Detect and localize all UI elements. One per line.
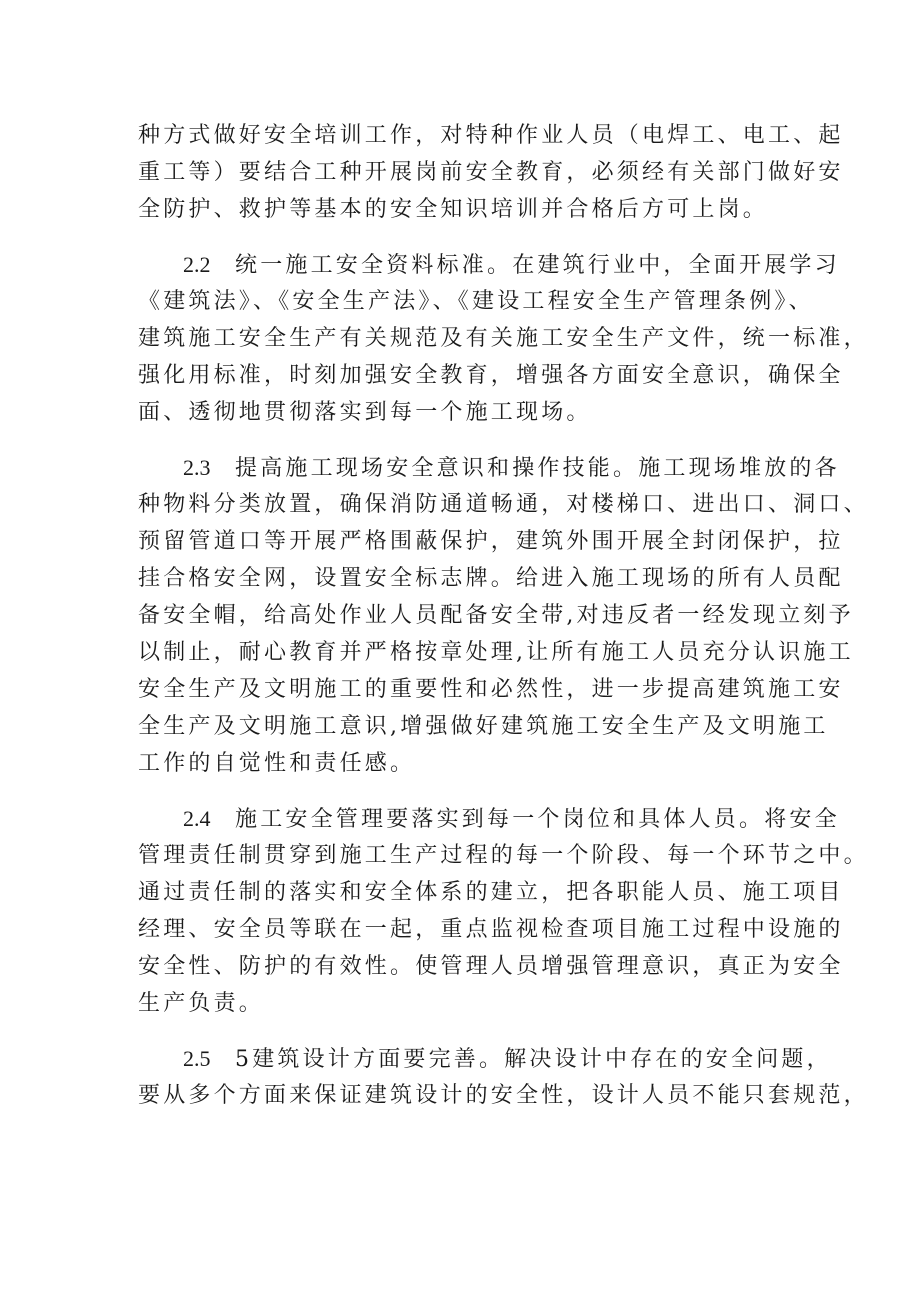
text-line: 面、透彻地贯彻落实到每一个施工现场。 bbox=[138, 400, 592, 425]
text-line: 通过责任制的落实和安全体系的建立，把各职能人员、施工项目 bbox=[138, 880, 844, 905]
text-line: 经理、安全员等联在一起，重点监视检查项目施工过程中设施的 bbox=[138, 917, 844, 942]
text-line: 种方式做好安全培训工作，对特种作业人员（电焊工、电工、起 bbox=[138, 123, 844, 148]
text-line: 安全生产及文明施工的重要性和必然性，进一步提高建筑施工安 bbox=[138, 677, 844, 702]
text-line: 管理责任制贯穿到施工生产过程的每一个阶段、每一个环节之中。 bbox=[138, 843, 869, 868]
text-line: 统一施工安全资料标准。在建筑行业中，全面开展学习 bbox=[235, 253, 840, 278]
text-line: 强化用标准，时刻加强安全教育，增强各方面安全意识，确保全 bbox=[138, 363, 844, 388]
text-line: 安全性、防护的有效性。使管理人员增强管理意识，真正为安全 bbox=[138, 954, 844, 979]
section-number: 2.3 bbox=[183, 455, 211, 480]
text-line: 重工等）要结合工种开展岗前安全教育，必须经有关部门做好安 bbox=[138, 160, 844, 185]
text-line: 以制止，耐心教育并严格按章处理,让所有施工人员充分认识施工 bbox=[138, 640, 854, 665]
text-line: 挂合格安全网，设置安全标志牌。给进入施工现场的所有人员配 bbox=[138, 566, 844, 591]
text-line: 全防护、救护等基本的安全知识培训并合格后方可上岗。 bbox=[138, 197, 769, 222]
text-line: 建筑施工安全生产有关规范及有关施工安全生产文件，统一标准， bbox=[138, 326, 869, 351]
text-line: 5建筑设计方面要完善。解决设计中存在的安全问题， bbox=[235, 1047, 832, 1072]
paragraph-first-line bbox=[138, 1040, 832, 1077]
paragraph-first-line bbox=[138, 449, 840, 486]
paragraph-first-line bbox=[138, 246, 840, 283]
text-line: 生产负责。 bbox=[138, 991, 265, 1016]
text-line: 种物料分类放置，确保消防通道畅通，对楼梯口、进出口、洞口、 bbox=[138, 492, 869, 517]
section-number: 2.5 bbox=[183, 1046, 211, 1071]
paragraph-continuation bbox=[138, 117, 844, 228]
text-line: 预留管道口等开展严格围蔽保护，建筑外围开展全封闭保护，拉 bbox=[138, 529, 844, 554]
document-body bbox=[138, 117, 869, 1114]
paragraph-2-5 bbox=[138, 1040, 869, 1114]
text-line: 要从多个方面来保证建筑设计的安全性，设计人员不能只套规范， bbox=[138, 1083, 869, 1108]
text-line: 工作的自觉性和责任感。 bbox=[138, 751, 416, 776]
text-line: 备安全帽，给高处作业人员配备安全带,对违反者一经发现立刻予 bbox=[138, 603, 854, 628]
text-line: 全生产及文明施工意识,增强做好建筑施工安全生产及文明施工 bbox=[138, 714, 829, 739]
section-number: 2.4 bbox=[183, 806, 211, 831]
text-line: 提高施工现场安全意识和操作技能。施工现场堆放的各 bbox=[235, 456, 840, 481]
paragraph-2-2 bbox=[138, 246, 869, 431]
text-line: 《建筑法》、《安全生产法》、《建设工程安全生产管理条例》、 bbox=[138, 289, 814, 314]
paragraph-first-line bbox=[138, 800, 840, 837]
text-line: 施工安全管理要落实到每一个岗位和具体人员。将安全 bbox=[235, 807, 840, 832]
paragraph-2-4 bbox=[138, 800, 869, 1022]
section-number: 2.2 bbox=[183, 252, 211, 277]
paragraph-2-3 bbox=[138, 449, 869, 782]
